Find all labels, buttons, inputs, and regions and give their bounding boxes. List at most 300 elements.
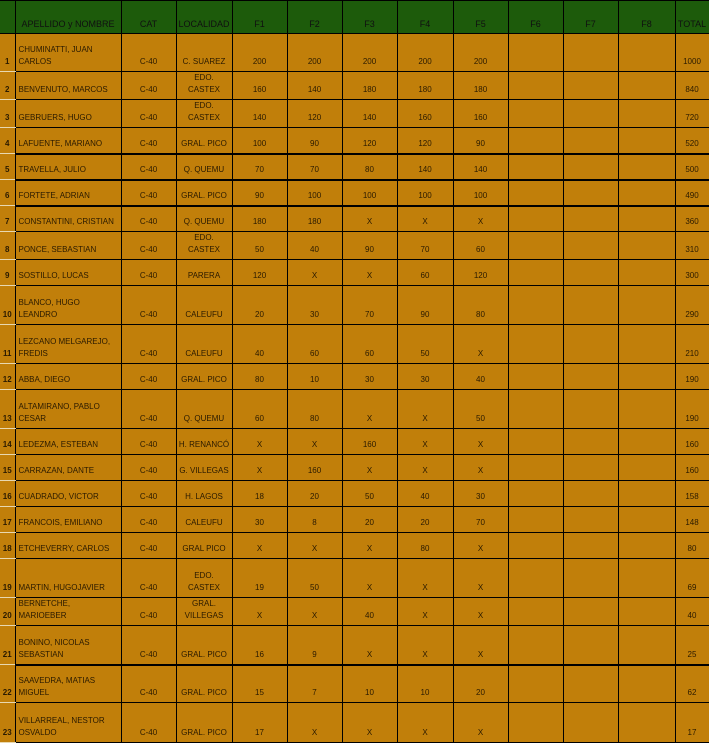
score-f4-cell[interactable]: X — [397, 206, 453, 232]
total-score-cell[interactable]: 500 — [675, 154, 709, 180]
row-number-cell[interactable]: 12 — [0, 364, 15, 390]
score-f8-cell[interactable] — [618, 325, 675, 364]
total-score-cell[interactable]: 210 — [675, 325, 709, 364]
score-f3-cell[interactable]: 20 — [342, 507, 397, 533]
score-f2-cell[interactable]: 9 — [287, 626, 342, 665]
score-f6-cell[interactable] — [508, 154, 563, 180]
score-f4-cell[interactable]: 180 — [397, 72, 453, 100]
score-f8-cell[interactable] — [618, 154, 675, 180]
score-f6-cell[interactable] — [508, 286, 563, 325]
score-f4-cell[interactable]: X — [397, 390, 453, 429]
row-number-cell[interactable]: 4 — [0, 128, 15, 154]
score-f1-cell[interactable]: 200 — [232, 34, 287, 72]
player-name-cell[interactable]: TRAVELLA, JULIO — [15, 154, 121, 180]
player-name-cell[interactable]: ALTAMIRANO, PABLO CESAR — [15, 390, 121, 429]
score-f2-cell[interactable]: 90 — [287, 128, 342, 154]
row-number-cell[interactable]: 1 — [0, 34, 15, 72]
score-f1-cell[interactable]: 18 — [232, 481, 287, 507]
score-f1-cell[interactable]: 50 — [232, 232, 287, 260]
score-f6-cell[interactable] — [508, 481, 563, 507]
category-cell[interactable]: C-40 — [121, 533, 176, 559]
locality-cell[interactable]: GRAL. PICO — [176, 626, 232, 665]
score-f6-cell[interactable] — [508, 626, 563, 665]
category-cell[interactable]: C-40 — [121, 507, 176, 533]
score-f6-cell[interactable] — [508, 206, 563, 232]
score-f5-cell[interactable]: X — [453, 703, 508, 743]
row-number-cell[interactable]: 19 — [0, 559, 15, 598]
score-f3-cell[interactable]: X — [342, 559, 397, 598]
score-f3-cell[interactable]: X — [342, 703, 397, 743]
category-cell[interactable]: C-40 — [121, 232, 176, 260]
score-f3-cell[interactable]: 40 — [342, 598, 397, 626]
player-name-cell[interactable]: BONINO, NICOLAS SEBASTIAN — [15, 626, 121, 665]
score-f5-cell[interactable]: 90 — [453, 128, 508, 154]
score-f7-cell[interactable] — [563, 364, 618, 390]
score-f8-cell[interactable] — [618, 100, 675, 128]
score-f6-cell[interactable] — [508, 364, 563, 390]
score-f7-cell[interactable] — [563, 206, 618, 232]
score-f3-cell[interactable]: X — [342, 626, 397, 665]
category-cell[interactable]: C-40 — [121, 429, 176, 455]
column-header-name[interactable]: APELLIDO y NOMBRE — [15, 1, 121, 34]
score-f5-cell[interactable]: 120 — [453, 260, 508, 286]
score-f3-cell[interactable]: 60 — [342, 325, 397, 364]
row-number-cell[interactable]: 21 — [0, 626, 15, 665]
score-f4-cell[interactable]: 40 — [397, 481, 453, 507]
score-f1-cell[interactable]: 40 — [232, 325, 287, 364]
locality-cell[interactable]: GRAL. PICO — [176, 128, 232, 154]
score-f8-cell[interactable] — [618, 72, 675, 100]
total-score-cell[interactable]: 520 — [675, 128, 709, 154]
score-f7-cell[interactable] — [563, 455, 618, 481]
score-f6-cell[interactable] — [508, 260, 563, 286]
score-f5-cell[interactable]: 100 — [453, 180, 508, 206]
score-f7-cell[interactable] — [563, 598, 618, 626]
total-score-cell[interactable]: 158 — [675, 481, 709, 507]
score-f5-cell[interactable]: X — [453, 455, 508, 481]
score-f7-cell[interactable] — [563, 626, 618, 665]
score-f2-cell[interactable]: X — [287, 429, 342, 455]
score-f7-cell[interactable] — [563, 128, 618, 154]
score-f1-cell[interactable]: X — [232, 429, 287, 455]
score-f4-cell[interactable]: 20 — [397, 507, 453, 533]
column-header-total[interactable]: TOTAL — [675, 1, 709, 34]
locality-cell[interactable]: PARERA — [176, 260, 232, 286]
row-number-cell[interactable]: 16 — [0, 481, 15, 507]
player-name-cell[interactable]: SOSTILLO, LUCAS — [15, 260, 121, 286]
player-name-cell[interactable]: BERNETCHE, MARIOEBER — [15, 598, 121, 626]
score-f8-cell[interactable] — [618, 703, 675, 743]
score-f1-cell[interactable]: 30 — [232, 507, 287, 533]
score-f2-cell[interactable]: X — [287, 598, 342, 626]
score-f7-cell[interactable] — [563, 72, 618, 100]
row-number-cell[interactable]: 23 — [0, 703, 15, 743]
score-f4-cell[interactable]: 160 — [397, 100, 453, 128]
score-f4-cell[interactable]: X — [397, 455, 453, 481]
score-f2-cell[interactable]: 60 — [287, 325, 342, 364]
player-name-cell[interactable]: VILLARREAL, NESTOR OSVALDO — [15, 703, 121, 743]
score-f8-cell[interactable] — [618, 533, 675, 559]
score-f5-cell[interactable]: 80 — [453, 286, 508, 325]
row-number-cell[interactable]: 7 — [0, 206, 15, 232]
category-cell[interactable]: C-40 — [121, 206, 176, 232]
score-f1-cell[interactable]: 120 — [232, 260, 287, 286]
player-name-cell[interactable]: CARRAZAN, DANTE — [15, 455, 121, 481]
score-f3-cell[interactable]: 140 — [342, 100, 397, 128]
player-name-cell[interactable]: GEBRUERS, HUGO — [15, 100, 121, 128]
locality-cell[interactable]: Q. QUEMU — [176, 154, 232, 180]
category-cell[interactable]: C-40 — [121, 128, 176, 154]
score-f3-cell[interactable]: 10 — [342, 665, 397, 703]
player-name-cell[interactable]: FORTETE, ADRIAN — [15, 180, 121, 206]
player-name-cell[interactable]: LEZCANO MELGAREJO, FREDIS — [15, 325, 121, 364]
score-f4-cell[interactable]: 70 — [397, 232, 453, 260]
score-f1-cell[interactable]: 16 — [232, 626, 287, 665]
score-f7-cell[interactable] — [563, 429, 618, 455]
score-f3-cell[interactable]: 90 — [342, 232, 397, 260]
column-header-f7[interactable]: F7 — [563, 1, 618, 34]
score-f5-cell[interactable]: 140 — [453, 154, 508, 180]
score-f3-cell[interactable]: 120 — [342, 128, 397, 154]
total-score-cell[interactable]: 69 — [675, 559, 709, 598]
score-f4-cell[interactable]: X — [397, 626, 453, 665]
total-score-cell[interactable]: 160 — [675, 455, 709, 481]
score-f2-cell[interactable]: 200 — [287, 34, 342, 72]
score-f7-cell[interactable] — [563, 665, 618, 703]
locality-cell[interactable]: CALEUFU — [176, 325, 232, 364]
column-header-f3[interactable]: F3 — [342, 1, 397, 34]
score-f2-cell[interactable]: 40 — [287, 232, 342, 260]
score-f6-cell[interactable] — [508, 180, 563, 206]
player-name-cell[interactable]: LEDEZMA, ESTEBAN — [15, 429, 121, 455]
row-number-cell[interactable]: 20 — [0, 598, 15, 626]
score-f1-cell[interactable]: 80 — [232, 364, 287, 390]
score-f5-cell[interactable]: 180 — [453, 72, 508, 100]
score-f6-cell[interactable] — [508, 665, 563, 703]
score-f1-cell[interactable]: 90 — [232, 180, 287, 206]
score-f1-cell[interactable]: 140 — [232, 100, 287, 128]
total-score-cell[interactable]: 17 — [675, 703, 709, 743]
score-f7-cell[interactable] — [563, 507, 618, 533]
score-f2-cell[interactable]: 160 — [287, 455, 342, 481]
category-cell[interactable]: C-40 — [121, 481, 176, 507]
score-f8-cell[interactable] — [618, 481, 675, 507]
score-f2-cell[interactable]: 20 — [287, 481, 342, 507]
row-number-cell[interactable]: 15 — [0, 455, 15, 481]
score-f8-cell[interactable] — [618, 260, 675, 286]
score-f8-cell[interactable] — [618, 286, 675, 325]
score-f3-cell[interactable]: X — [342, 260, 397, 286]
score-f5-cell[interactable]: X — [453, 626, 508, 665]
score-f4-cell[interactable]: 140 — [397, 154, 453, 180]
score-f6-cell[interactable] — [508, 72, 563, 100]
score-f5-cell[interactable]: X — [453, 533, 508, 559]
category-cell[interactable]: C-40 — [121, 364, 176, 390]
score-f7-cell[interactable] — [563, 180, 618, 206]
score-f4-cell[interactable]: 30 — [397, 364, 453, 390]
total-score-cell[interactable]: 80 — [675, 533, 709, 559]
score-f6-cell[interactable] — [508, 390, 563, 429]
score-f7-cell[interactable] — [563, 325, 618, 364]
score-f4-cell[interactable]: 100 — [397, 180, 453, 206]
score-f5-cell[interactable]: 200 — [453, 34, 508, 72]
column-header-localidad[interactable]: LOCALIDAD — [176, 1, 232, 34]
row-number-cell[interactable]: 6 — [0, 180, 15, 206]
score-f6-cell[interactable] — [508, 325, 563, 364]
score-f4-cell[interactable]: X — [397, 559, 453, 598]
score-f5-cell[interactable]: X — [453, 325, 508, 364]
total-score-cell[interactable]: 25 — [675, 626, 709, 665]
score-f6-cell[interactable] — [508, 100, 563, 128]
category-cell[interactable]: C-40 — [121, 559, 176, 598]
score-f1-cell[interactable]: 160 — [232, 72, 287, 100]
score-f2-cell[interactable]: 70 — [287, 154, 342, 180]
row-number-cell[interactable]: 2 — [0, 72, 15, 100]
row-number-cell[interactable]: 11 — [0, 325, 15, 364]
locality-cell[interactable]: Q. QUEMU — [176, 206, 232, 232]
score-f1-cell[interactable]: 100 — [232, 128, 287, 154]
score-f7-cell[interactable] — [563, 390, 618, 429]
score-f1-cell[interactable]: 60 — [232, 390, 287, 429]
score-f2-cell[interactable]: 180 — [287, 206, 342, 232]
score-f4-cell[interactable]: X — [397, 429, 453, 455]
score-f6-cell[interactable] — [508, 232, 563, 260]
player-name-cell[interactable]: BLANCO, HUGO LEANDRO — [15, 286, 121, 325]
score-f4-cell[interactable]: 60 — [397, 260, 453, 286]
score-f2-cell[interactable]: X — [287, 703, 342, 743]
row-number-cell[interactable]: 13 — [0, 390, 15, 429]
category-cell[interactable]: C-40 — [121, 325, 176, 364]
column-header-cat[interactable]: CAT — [121, 1, 176, 34]
score-f5-cell[interactable]: 30 — [453, 481, 508, 507]
score-f8-cell[interactable] — [618, 390, 675, 429]
score-f4-cell[interactable]: 10 — [397, 665, 453, 703]
player-name-cell[interactable]: PONCE, SEBASTIAN — [15, 232, 121, 260]
total-score-cell[interactable]: 40 — [675, 598, 709, 626]
player-name-cell[interactable]: CUADRADO, VICTOR — [15, 481, 121, 507]
score-f5-cell[interactable]: X — [453, 206, 508, 232]
score-f1-cell[interactable]: 19 — [232, 559, 287, 598]
score-f1-cell[interactable]: 180 — [232, 206, 287, 232]
score-f7-cell[interactable] — [563, 481, 618, 507]
row-number-header[interactable] — [0, 1, 15, 34]
column-header-f4[interactable]: F4 — [397, 1, 453, 34]
row-number-cell[interactable]: 5 — [0, 154, 15, 180]
score-f7-cell[interactable] — [563, 34, 618, 72]
locality-cell[interactable]: EDO. CASTEX — [176, 100, 232, 128]
column-header-f8[interactable]: F8 — [618, 1, 675, 34]
score-f7-cell[interactable] — [563, 286, 618, 325]
total-score-cell[interactable]: 148 — [675, 507, 709, 533]
locality-cell[interactable]: EDO. CASTEX — [176, 72, 232, 100]
score-f8-cell[interactable] — [618, 626, 675, 665]
score-f8-cell[interactable] — [618, 206, 675, 232]
score-f7-cell[interactable] — [563, 533, 618, 559]
score-f2-cell[interactable]: 7 — [287, 665, 342, 703]
locality-cell[interactable]: GRAL. VILLEGAS — [176, 598, 232, 626]
score-f7-cell[interactable] — [563, 260, 618, 286]
score-f8-cell[interactable] — [618, 429, 675, 455]
score-f4-cell[interactable]: X — [397, 703, 453, 743]
score-f4-cell[interactable]: 50 — [397, 325, 453, 364]
total-score-cell[interactable]: 490 — [675, 180, 709, 206]
row-number-cell[interactable]: 9 — [0, 260, 15, 286]
score-f7-cell[interactable] — [563, 100, 618, 128]
column-header-f2[interactable]: F2 — [287, 1, 342, 34]
score-f6-cell[interactable] — [508, 455, 563, 481]
score-f1-cell[interactable]: 17 — [232, 703, 287, 743]
score-f2-cell[interactable]: 8 — [287, 507, 342, 533]
category-cell[interactable]: C-40 — [121, 455, 176, 481]
score-f3-cell[interactable]: 80 — [342, 154, 397, 180]
player-name-cell[interactable]: CHUMINATTI, JUAN CARLOS — [15, 34, 121, 72]
column-header-f6[interactable]: F6 — [508, 1, 563, 34]
score-f1-cell[interactable]: X — [232, 533, 287, 559]
score-f2-cell[interactable]: X — [287, 260, 342, 286]
player-name-cell[interactable]: CONSTANTINI, CRISTIAN — [15, 206, 121, 232]
player-name-cell[interactable]: SAAVEDRA, MATIAS MIGUEL — [15, 665, 121, 703]
category-cell[interactable]: C-40 — [121, 390, 176, 429]
locality-cell[interactable]: G. VILLEGAS — [176, 455, 232, 481]
score-f2-cell[interactable]: 30 — [287, 286, 342, 325]
score-f8-cell[interactable] — [618, 665, 675, 703]
score-f5-cell[interactable]: 70 — [453, 507, 508, 533]
row-number-cell[interactable]: 8 — [0, 232, 15, 260]
score-f5-cell[interactable]: X — [453, 429, 508, 455]
locality-cell[interactable]: GRAL. PICO — [176, 665, 232, 703]
locality-cell[interactable]: EDO. CASTEX — [176, 232, 232, 260]
column-header-f1[interactable]: F1 — [232, 1, 287, 34]
total-score-cell[interactable]: 190 — [675, 364, 709, 390]
score-f6-cell[interactable] — [508, 429, 563, 455]
score-f8-cell[interactable] — [618, 455, 675, 481]
score-f8-cell[interactable] — [618, 598, 675, 626]
category-cell[interactable]: C-40 — [121, 665, 176, 703]
score-f8-cell[interactable] — [618, 34, 675, 72]
score-f7-cell[interactable] — [563, 154, 618, 180]
category-cell[interactable]: C-40 — [121, 72, 176, 100]
score-f2-cell[interactable]: X — [287, 533, 342, 559]
score-f3-cell[interactable]: 160 — [342, 429, 397, 455]
player-name-cell[interactable]: BENVENUTO, MARCOS — [15, 72, 121, 100]
locality-cell[interactable]: H. LAGOS — [176, 481, 232, 507]
score-f8-cell[interactable] — [618, 507, 675, 533]
score-f5-cell[interactable]: X — [453, 598, 508, 626]
score-f8-cell[interactable] — [618, 128, 675, 154]
score-f5-cell[interactable]: 160 — [453, 100, 508, 128]
locality-cell[interactable]: H. RENANCÓ — [176, 429, 232, 455]
row-number-cell[interactable]: 14 — [0, 429, 15, 455]
row-number-cell[interactable]: 3 — [0, 100, 15, 128]
score-f6-cell[interactable] — [508, 507, 563, 533]
score-f3-cell[interactable]: 200 — [342, 34, 397, 72]
score-f2-cell[interactable]: 10 — [287, 364, 342, 390]
score-f3-cell[interactable]: 50 — [342, 481, 397, 507]
score-f3-cell[interactable]: 30 — [342, 364, 397, 390]
score-f2-cell[interactable]: 120 — [287, 100, 342, 128]
score-f3-cell[interactable]: X — [342, 390, 397, 429]
column-header-f5[interactable]: F5 — [453, 1, 508, 34]
category-cell[interactable]: C-40 — [121, 180, 176, 206]
category-cell[interactable]: C-40 — [121, 260, 176, 286]
score-f1-cell[interactable]: 15 — [232, 665, 287, 703]
score-f3-cell[interactable]: X — [342, 533, 397, 559]
score-f3-cell[interactable]: X — [342, 206, 397, 232]
score-f1-cell[interactable]: 20 — [232, 286, 287, 325]
locality-cell[interactable]: GRAL. PICO — [176, 364, 232, 390]
score-f1-cell[interactable]: 70 — [232, 154, 287, 180]
score-f1-cell[interactable]: X — [232, 455, 287, 481]
row-number-cell[interactable]: 17 — [0, 507, 15, 533]
score-f2-cell[interactable]: 100 — [287, 180, 342, 206]
score-f2-cell[interactable]: 50 — [287, 559, 342, 598]
total-score-cell[interactable]: 360 — [675, 206, 709, 232]
locality-cell[interactable]: EDO. CASTEX — [176, 559, 232, 598]
total-score-cell[interactable]: 160 — [675, 429, 709, 455]
score-f7-cell[interactable] — [563, 559, 618, 598]
score-f6-cell[interactable] — [508, 559, 563, 598]
total-score-cell[interactable]: 840 — [675, 72, 709, 100]
category-cell[interactable]: C-40 — [121, 34, 176, 72]
category-cell[interactable]: C-40 — [121, 100, 176, 128]
score-f3-cell[interactable]: 70 — [342, 286, 397, 325]
player-name-cell[interactable]: FRANCOIS, EMILIANO — [15, 507, 121, 533]
total-score-cell[interactable]: 300 — [675, 260, 709, 286]
score-f5-cell[interactable]: 60 — [453, 232, 508, 260]
row-number-cell[interactable]: 10 — [0, 286, 15, 325]
score-f2-cell[interactable]: 80 — [287, 390, 342, 429]
score-f7-cell[interactable] — [563, 232, 618, 260]
category-cell[interactable]: C-40 — [121, 703, 176, 743]
score-f6-cell[interactable] — [508, 703, 563, 743]
score-f5-cell[interactable]: 50 — [453, 390, 508, 429]
player-name-cell[interactable]: ABBA, DIEGO — [15, 364, 121, 390]
locality-cell[interactable]: Q. QUEMU — [176, 390, 232, 429]
score-f5-cell[interactable]: X — [453, 559, 508, 598]
score-f6-cell[interactable] — [508, 533, 563, 559]
score-f1-cell[interactable]: X — [232, 598, 287, 626]
row-number-cell[interactable]: 18 — [0, 533, 15, 559]
player-name-cell[interactable]: LAFUENTE, MARIANO — [15, 128, 121, 154]
locality-cell[interactable]: CALEUFU — [176, 507, 232, 533]
total-score-cell[interactable]: 720 — [675, 100, 709, 128]
total-score-cell[interactable]: 62 — [675, 665, 709, 703]
score-f4-cell[interactable]: 80 — [397, 533, 453, 559]
score-f8-cell[interactable] — [618, 559, 675, 598]
score-f3-cell[interactable]: 180 — [342, 72, 397, 100]
score-f4-cell[interactable]: 120 — [397, 128, 453, 154]
score-f6-cell[interactable] — [508, 598, 563, 626]
total-score-cell[interactable]: 310 — [675, 232, 709, 260]
total-score-cell[interactable]: 190 — [675, 390, 709, 429]
score-f8-cell[interactable] — [618, 180, 675, 206]
row-number-cell[interactable]: 22 — [0, 665, 15, 703]
score-f3-cell[interactable]: 100 — [342, 180, 397, 206]
locality-cell[interactable]: C. SUAREZ — [176, 34, 232, 72]
category-cell[interactable]: C-40 — [121, 154, 176, 180]
score-f5-cell[interactable]: 20 — [453, 665, 508, 703]
locality-cell[interactable]: CALEUFU — [176, 286, 232, 325]
total-score-cell[interactable]: 1000 — [675, 34, 709, 72]
score-f4-cell[interactable]: X — [397, 598, 453, 626]
locality-cell[interactable]: GRAL PICO — [176, 533, 232, 559]
category-cell[interactable]: C-40 — [121, 286, 176, 325]
locality-cell[interactable]: GRAL. PICO — [176, 703, 232, 743]
category-cell[interactable]: C-40 — [121, 598, 176, 626]
score-f6-cell[interactable] — [508, 34, 563, 72]
player-name-cell[interactable]: MARTIN, HUGOJAVIER — [15, 559, 121, 598]
score-f7-cell[interactable] — [563, 703, 618, 743]
